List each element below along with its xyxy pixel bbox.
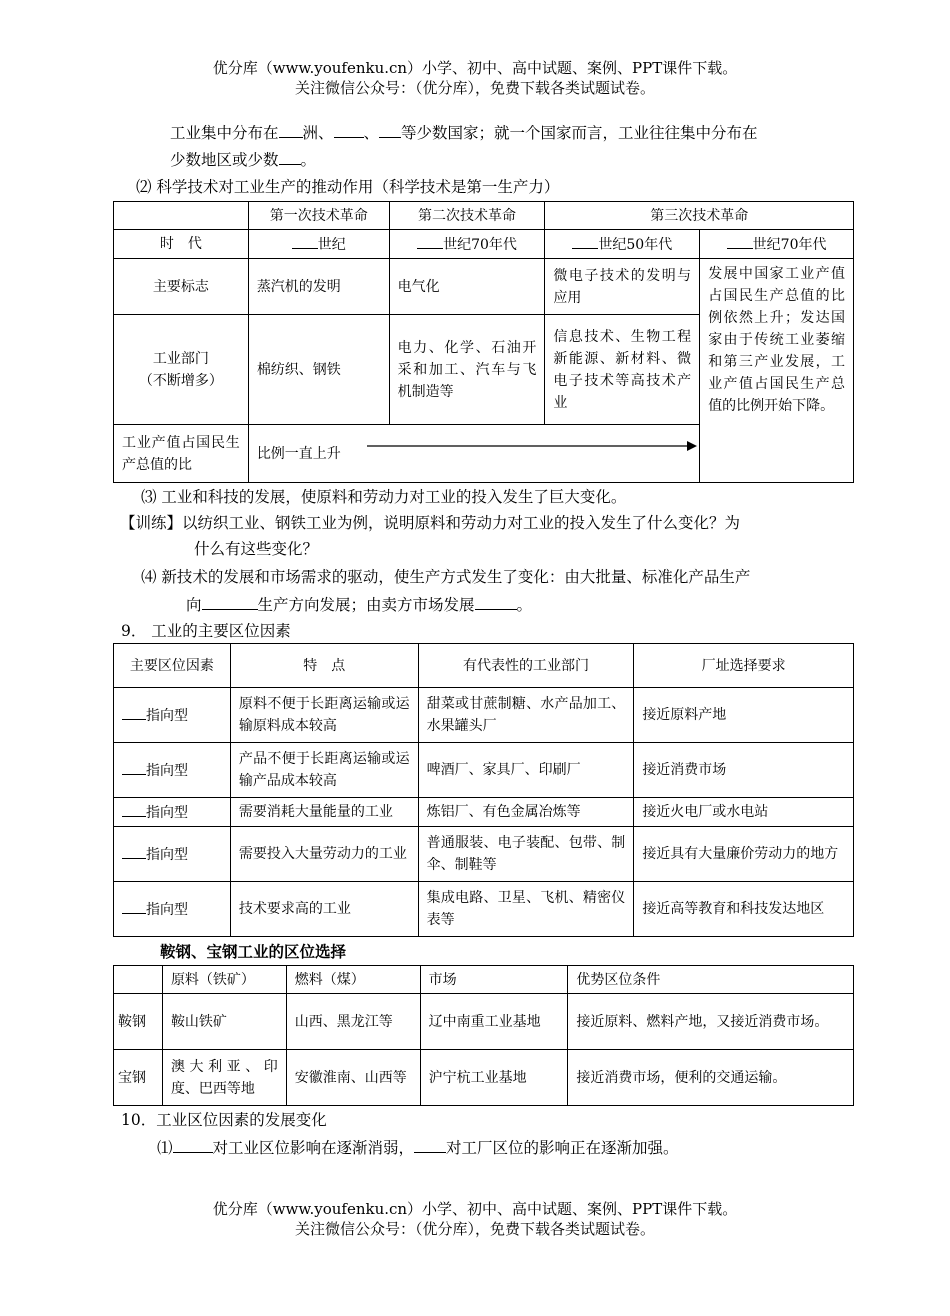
intro-line-2 bbox=[170, 148, 316, 171]
tech-revolution-table bbox=[113, 201, 854, 483]
intro-text-a: 工业集中分布在 bbox=[170, 124, 279, 142]
training-line-2: 什么有这些变化？ bbox=[194, 540, 319, 558]
header-line-1: 优分库（www.youfenku.cn）小学、初中、高中试题、案例、PPT课件下载。 bbox=[212, 59, 738, 77]
ratio-value: 比例一直上升 bbox=[256, 445, 341, 462]
blank[interactable] bbox=[122, 800, 146, 817]
blank[interactable] bbox=[279, 121, 303, 138]
dept-second: 电力、化学、石油开采和加工、汽车与飞机制造等 bbox=[389, 315, 545, 425]
feature-cell: 需要投入大量劳动力的工业 bbox=[230, 827, 418, 882]
late-period-description: 发展中国家工业产值占国民生产总值的比例依然上升；发达国家由于传统工业萎缩和第三产业发展，工业产值占国民生产总值的比例开始下降。 bbox=[700, 259, 854, 483]
factor-cell bbox=[114, 827, 231, 882]
era-fourth bbox=[700, 230, 854, 259]
question-10-title: 10．工业区位因素的发展变化 bbox=[121, 1111, 327, 1129]
feature-cell: 产品不便于长距离运输或运输产品成本较高 bbox=[230, 743, 418, 798]
blank[interactable] bbox=[417, 232, 443, 249]
table-row bbox=[114, 994, 854, 1050]
section-2-title: ⑵ 科学技术对工业生产的推动作用（科学技术是第一生产力） bbox=[136, 178, 560, 196]
blank[interactable] bbox=[122, 758, 146, 775]
question-10-line-1 bbox=[157, 1136, 679, 1159]
ratio-label: 工业产值占国民生产总值的比 bbox=[114, 425, 249, 483]
arrow-right-icon bbox=[367, 439, 697, 453]
col-header-requirement: 厂址选择要求 bbox=[634, 644, 854, 688]
factor-suffix: 指向型 bbox=[146, 708, 188, 724]
location-factors-table bbox=[113, 643, 854, 937]
blank[interactable] bbox=[122, 897, 146, 914]
q10-num: ⑴ bbox=[157, 1139, 173, 1157]
advantage-cell: 接近消费市场，便利的交通运输。 bbox=[568, 1050, 854, 1106]
requirement-cell: 接近火电厂或水电站 bbox=[634, 798, 854, 827]
feature-cell: 需要消耗大量能量的工业 bbox=[230, 798, 418, 827]
section-3-text: ⑶ 工业和科技的发展，使原料和劳动力对工业的投入发生了巨大变化。 bbox=[141, 488, 627, 506]
table-row bbox=[114, 743, 854, 798]
header-first-revolution: 第一次技术革命 bbox=[248, 202, 389, 230]
blank[interactable] bbox=[475, 593, 517, 610]
header-line-2: 关注微信公众号：（优分库），免费下载各类试题试卷。 bbox=[294, 79, 655, 97]
raw-cell: 鞍山铁矿 bbox=[162, 994, 286, 1050]
table-row bbox=[114, 827, 854, 882]
header-third-revolution: 第三次技术革命 bbox=[545, 202, 854, 230]
requirement-cell: 接近具有大量廉价劳动力的地方 bbox=[634, 827, 854, 882]
mark-second: 电气化 bbox=[389, 259, 545, 315]
factor-suffix: 指向型 bbox=[146, 902, 188, 918]
mark-label: 主要标志 bbox=[114, 259, 249, 315]
col-header-dept: 有代表性的工业部门 bbox=[418, 644, 634, 688]
factor-cell bbox=[114, 798, 231, 827]
q10-text-a: 对工业区位影响在逐渐消弱， bbox=[212, 1139, 415, 1157]
header-second-revolution: 第二次技术革命 bbox=[389, 202, 545, 230]
blank[interactable] bbox=[414, 1136, 446, 1153]
blank[interactable] bbox=[122, 842, 146, 859]
blank[interactable] bbox=[334, 121, 364, 138]
table-row bbox=[114, 1050, 854, 1106]
plant-name: 宝钢 bbox=[114, 1050, 163, 1106]
table-row bbox=[114, 798, 854, 827]
intro-text-c: 、 bbox=[363, 124, 380, 142]
fuel-cell: 安徽淮南、山西等 bbox=[286, 1050, 420, 1106]
dept-label: 工业部门 bbox=[152, 350, 209, 367]
requirement-cell: 接近高等教育和科技发达地区 bbox=[634, 882, 854, 937]
s4-text-c: 。 bbox=[516, 596, 533, 614]
raw-cell: 澳大利亚、印度、巴西等地 bbox=[162, 1050, 286, 1106]
era-label: 时 代 bbox=[114, 230, 249, 259]
intro-text-f: 。 bbox=[300, 151, 317, 169]
blank[interactable] bbox=[572, 232, 598, 249]
footer-line-2: 关注微信公众号：（优分库），免费下载各类试题试卷。 bbox=[294, 1220, 655, 1238]
dept-cell: 甜菜或甘蔗制糖、水产品加工、水果罐头厂 bbox=[418, 688, 634, 743]
table-row bbox=[114, 882, 854, 937]
dept-cell: 炼铝厂、有色金属冶炼等 bbox=[418, 798, 634, 827]
dept-sublabel: （不断增多） bbox=[138, 372, 223, 389]
intro-text-b: 洲、 bbox=[302, 124, 334, 142]
col-header-market: 市场 bbox=[420, 966, 568, 994]
col-header-factor: 主要区位因素 bbox=[114, 644, 231, 688]
table-row bbox=[114, 688, 854, 743]
blank[interactable] bbox=[122, 703, 146, 720]
requirement-cell: 接近原料产地 bbox=[634, 688, 854, 743]
market-cell: 沪宁杭工业基地 bbox=[420, 1050, 568, 1106]
corner-cell bbox=[114, 966, 163, 994]
section-4-line-1: ⑷ 新技术的发展和市场需求的驱动，使生产方式发生了变化：由大批量、标准化产品生产 bbox=[141, 568, 751, 586]
blank[interactable] bbox=[173, 1136, 213, 1153]
dept-first: 棉纺织、钢铁 bbox=[248, 315, 389, 425]
col-header-raw: 原料（铁矿） bbox=[162, 966, 286, 994]
corner-cell bbox=[114, 202, 249, 230]
page-footer bbox=[0, 1199, 950, 1239]
dept-third: 信息技术、生物工程新能源、新材料、微电子技术等高技术产业 bbox=[545, 315, 700, 425]
era-first-text: 世纪 bbox=[317, 237, 346, 253]
intro-line-1 bbox=[170, 121, 758, 144]
era-first bbox=[248, 230, 389, 259]
blank[interactable] bbox=[379, 121, 401, 138]
col-header-fuel: 燃料（煤） bbox=[286, 966, 420, 994]
blank[interactable] bbox=[292, 232, 318, 249]
s4-text-a: 向 bbox=[186, 596, 202, 614]
factor-cell bbox=[114, 882, 231, 937]
mark-first: 蒸汽机的发明 bbox=[248, 259, 389, 315]
era-third-text: 世纪50年代 bbox=[598, 237, 673, 253]
era-third bbox=[545, 230, 700, 259]
factor-suffix: 指向型 bbox=[146, 805, 188, 821]
fuel-cell: 山西、黑龙江等 bbox=[286, 994, 420, 1050]
q10-text-b: 对工厂区位的影响正在逐渐加强。 bbox=[446, 1139, 679, 1157]
feature-cell: 技术要求高的工业 bbox=[230, 882, 418, 937]
blank[interactable] bbox=[202, 593, 258, 610]
feature-cell: 原料不便于长距离运输或运输原料成本较高 bbox=[230, 688, 418, 743]
ratio-value-cell bbox=[248, 425, 699, 483]
dept-cell: 啤酒厂、家具厂、印刷厂 bbox=[418, 743, 634, 798]
blank[interactable] bbox=[279, 148, 301, 165]
mark-third: 微电子技术的发明与应用 bbox=[545, 259, 700, 315]
s4-text-b: 生产方向发展；由卖方市场发展 bbox=[257, 596, 475, 614]
question-9-title: 9． 工业的主要区位因素 bbox=[121, 622, 291, 640]
advantage-cell: 接近原料、燃料产地，又接近消费市场。 bbox=[568, 994, 854, 1050]
steel-location-table bbox=[113, 965, 854, 1106]
intro-text-d: 等少数国家；就一个国家而言，工业往往集中分布在 bbox=[401, 124, 758, 142]
era-fourth-text: 世纪70年代 bbox=[752, 237, 827, 253]
intro-text-e: 少数地区或少数 bbox=[170, 151, 279, 169]
dept-label-cell bbox=[114, 315, 249, 425]
dept-cell: 集成电路、卫星、飞机、精密仪表等 bbox=[418, 882, 634, 937]
factor-cell bbox=[114, 743, 231, 798]
col-header-advantage: 优势区位条件 bbox=[568, 966, 854, 994]
footer-line-1: 优分库（www.youfenku.cn）小学、初中、高中试题、案例、PPT课件下载。 bbox=[212, 1200, 738, 1218]
market-cell: 辽中南重工业基地 bbox=[420, 994, 568, 1050]
dept-cell: 普通服装、电子装配、包带、制伞、制鞋等 bbox=[418, 827, 634, 882]
factor-suffix: 指向型 bbox=[146, 763, 188, 779]
col-header-feature: 特 点 bbox=[230, 644, 418, 688]
plant-name: 鞍钢 bbox=[114, 994, 163, 1050]
factor-cell bbox=[114, 688, 231, 743]
page-header bbox=[0, 58, 950, 98]
era-second bbox=[389, 230, 545, 259]
factor-suffix: 指向型 bbox=[146, 847, 188, 863]
steel-section-title: 鞍钢、宝钢工业的区位选择 bbox=[160, 942, 347, 961]
training-line-1: 【训练】以纺织工业、钢铁工业为例，说明原料和劳动力对工业的投入发生了什么变化？为 bbox=[120, 514, 741, 532]
era-second-text: 世纪70年代 bbox=[443, 237, 517, 253]
blank[interactable] bbox=[727, 232, 753, 249]
requirement-cell: 接近消费市场 bbox=[634, 743, 854, 798]
section-4-line-2 bbox=[186, 593, 532, 616]
